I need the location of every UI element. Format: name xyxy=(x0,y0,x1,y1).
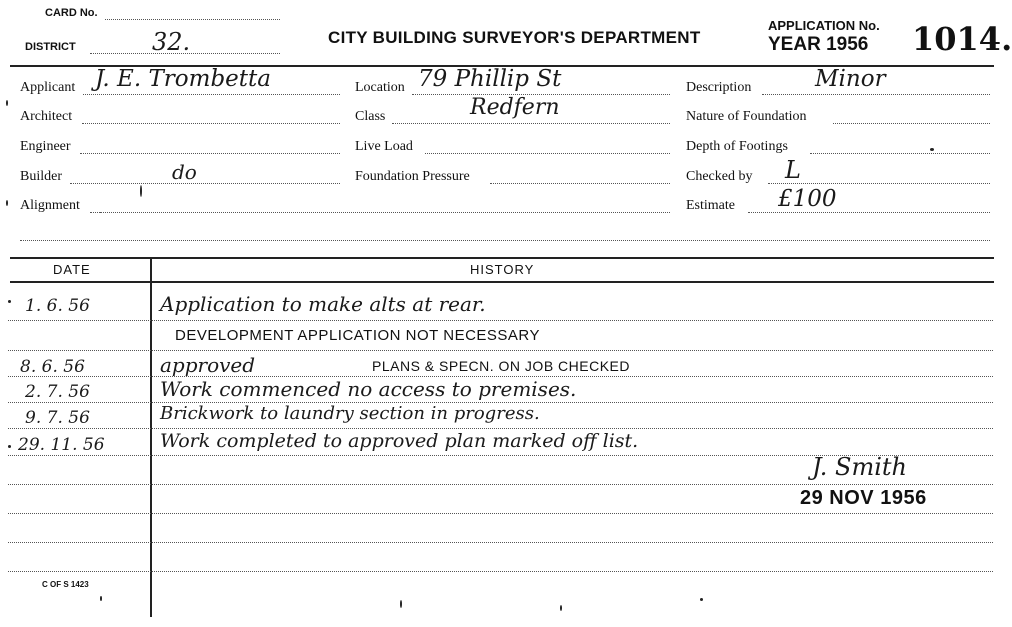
development-stamp: DEVELOPMENT APPLICATION NOT NECESSARY xyxy=(175,327,540,344)
application-number: 1014. xyxy=(912,20,1012,58)
history-entry: Application to make alts at rear. xyxy=(160,292,486,316)
engineer-label: Engineer xyxy=(20,139,71,154)
history-entry: approved xyxy=(160,353,256,377)
checked-by-label: Checked by xyxy=(686,169,753,184)
table-header-rule xyxy=(10,281,994,283)
fields-bottom-line xyxy=(20,240,990,241)
history-date: 8. 6. 56 xyxy=(20,357,85,377)
signature: J. Smith xyxy=(812,453,907,481)
row-line xyxy=(8,428,993,429)
district-label: DISTRICT xyxy=(25,41,76,53)
row-line xyxy=(8,542,993,543)
scan-speck xyxy=(400,600,402,608)
builder-line xyxy=(70,183,340,184)
architect-label: Architect xyxy=(20,109,73,124)
depth-of-footings-line xyxy=(810,153,990,154)
nature-of-foundation-line xyxy=(833,123,990,124)
department-title: CITY BUILDING SURVEYOR'S DEPARTMENT xyxy=(328,28,701,47)
history-entry: Work commenced no access to premises. xyxy=(160,377,577,401)
row-line xyxy=(8,513,993,514)
applicant-line xyxy=(83,94,340,95)
alignment-label: Alignment xyxy=(20,198,80,213)
history-entry: Work completed to approved plan marked off list. xyxy=(160,430,639,452)
scan-speck xyxy=(700,598,703,601)
scan-speck xyxy=(140,185,142,197)
scan-speck xyxy=(8,300,11,303)
estimate-line xyxy=(748,212,990,213)
year-label: YEAR 1956 xyxy=(768,34,869,55)
foundation-pressure-label: Foundation Pressure xyxy=(355,169,470,184)
architect-line xyxy=(82,123,340,124)
form-code: C OF S 1423 xyxy=(42,580,89,589)
history-date: 1. 6. 56 xyxy=(25,296,90,316)
location-value: 79 Phillip St xyxy=(418,66,562,92)
completion-date-stamp: 29 NOV 1956 xyxy=(800,487,927,509)
description-line xyxy=(762,94,990,95)
date-column-header: DATE xyxy=(53,262,91,277)
history-date: 2. 7. 56 xyxy=(25,382,90,402)
nature-of-foundation-label: Nature of Foundation xyxy=(686,109,807,124)
engineer-line xyxy=(80,153,340,154)
scan-speck xyxy=(930,148,934,151)
estimate-label: Estimate xyxy=(686,198,735,213)
card-no-label: CARD No. xyxy=(45,7,98,19)
card-no-line xyxy=(105,19,280,20)
table-top-rule xyxy=(10,257,994,259)
foundation-pressure-line xyxy=(490,183,670,184)
applicant-value: J. E. Trombetta xyxy=(95,66,271,92)
scan-speck xyxy=(6,100,8,106)
class-label: Class xyxy=(355,109,386,124)
class-line xyxy=(392,123,670,124)
row-line xyxy=(8,320,993,321)
scan-speck xyxy=(100,596,102,601)
row-line xyxy=(8,571,993,572)
history-date: 9. 7. 56 xyxy=(25,408,90,428)
estimate-value: £100 xyxy=(778,186,837,212)
checked-by-value: L xyxy=(785,156,801,184)
history-column-header: HISTORY xyxy=(470,262,535,277)
location-label: Location xyxy=(355,80,405,95)
application-label: APPLICATION No. xyxy=(768,18,880,33)
live-load-line xyxy=(425,153,670,154)
live-load-label: Live Load xyxy=(355,139,413,154)
description-value: Minor xyxy=(815,66,886,92)
history-date: 29. 11. 56 xyxy=(18,435,105,455)
scan-speck xyxy=(560,605,562,611)
plans-checked-stamp: PLANS & SPECN. ON JOB CHECKED xyxy=(372,358,631,374)
scan-speck xyxy=(8,445,11,448)
builder-value: do xyxy=(172,160,197,184)
checked-by-line xyxy=(768,183,990,184)
history-entry: Brickwork to laundry section in progress. xyxy=(160,403,540,424)
row-line xyxy=(8,484,993,485)
alignment-extended-line xyxy=(100,212,670,213)
class-value: Redfern xyxy=(470,95,560,120)
builder-label: Builder xyxy=(20,169,62,184)
description-label: Description xyxy=(686,80,752,95)
district-value: 32. xyxy=(152,28,191,56)
applicant-label: Applicant xyxy=(20,80,76,95)
row-line xyxy=(8,350,993,351)
table-column-divider xyxy=(150,257,152,617)
depth-of-footings-label: Depth of Footings xyxy=(686,139,788,154)
scan-speck xyxy=(6,200,8,206)
